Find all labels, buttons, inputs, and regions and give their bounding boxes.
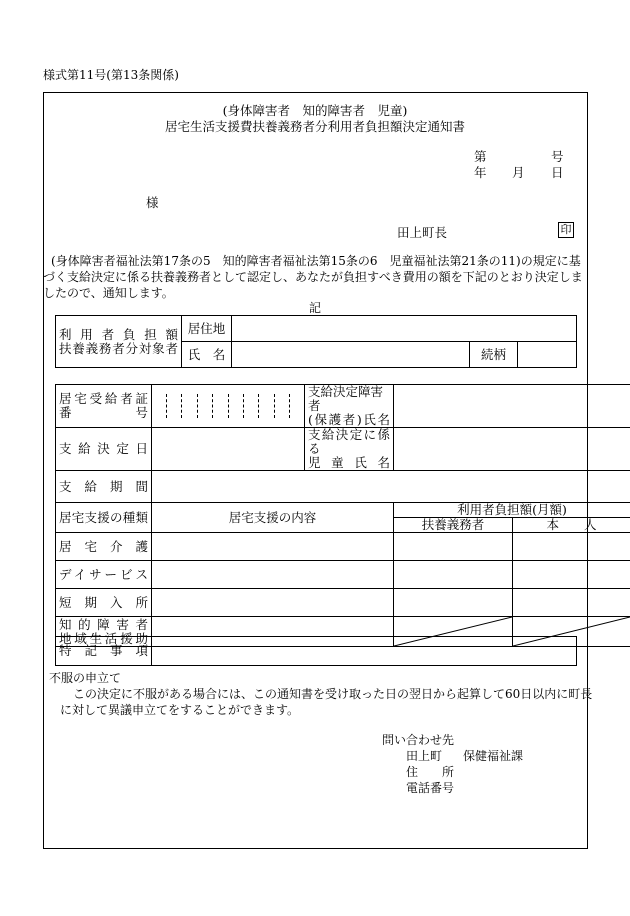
body-text-line2: づく支給決定に係る扶養義務者として認定し、あなたが負担すべき費用の額を下記のとおり決定しま <box>43 270 583 284</box>
target-label-cell <box>56 316 182 368</box>
recipient-label-line2: (保護者)氏名 <box>308 412 390 427</box>
notes-field[interactable] <box>152 637 577 666</box>
form-number: 様式第11号(第13条関係) <box>43 68 179 82</box>
notes-label: 特記事項 <box>56 637 152 666</box>
inquiry-department: 保健福祉課 <box>463 749 524 763</box>
target-label-line1: 利用者負担額 <box>59 326 178 342</box>
title-line1: (身体障害者 知的障害者 児童) <box>222 103 408 118</box>
name-field[interactable] <box>232 342 470 368</box>
type-header: 居宅支援の種類 <box>56 503 152 533</box>
child-label-line1: 支給決定に係る <box>308 427 390 456</box>
row-label-short-stay: 短期入所 <box>56 589 152 617</box>
day-service-guardian-field[interactable] <box>394 561 513 589</box>
cert-label-line1: 居宅受給者証 <box>59 391 148 406</box>
row-label-home-care: 居宅介護 <box>56 533 152 561</box>
inquiry-address: 住 所 <box>406 765 455 779</box>
day-service-self-field[interactable] <box>513 561 630 589</box>
inquiry-town: 田上町 <box>406 749 443 763</box>
group-home-label-line1: 知的障害者 <box>59 616 148 632</box>
recipient-name-field[interactable] <box>394 385 630 428</box>
support-table <box>55 384 630 647</box>
address-field[interactable] <box>232 316 577 342</box>
decision-date-field[interactable] <box>152 428 305 471</box>
appeal-text-line1: この決定に不服がある場合には、この通知書を受け取った日の翌日から起算して60日以内に町長 <box>73 687 593 701</box>
guardian-column-header: 扶養義務者 <box>394 518 513 533</box>
relation-label: 続柄 <box>470 342 518 368</box>
content-header: 居宅支援の内容 <box>152 503 394 533</box>
burden-header: 利用者負担額(月額) <box>394 503 630 518</box>
cert-number-field[interactable] <box>152 385 305 428</box>
body-text-line3: したので、通知します。 <box>43 286 174 300</box>
cert-label-line2: 番 号 <box>59 405 148 420</box>
short-stay-content-field[interactable] <box>152 589 394 617</box>
child-label-line2: 児童氏名 <box>308 455 390 470</box>
issuer: 田上町長 <box>397 225 448 240</box>
period-label: 支給期間 <box>56 471 152 503</box>
home-care-content-field[interactable] <box>152 533 394 561</box>
self-column-header: 本 人 <box>513 518 630 533</box>
date-day: 日 <box>551 165 564 180</box>
relation-field[interactable] <box>518 342 577 368</box>
appeal-title: 不服の申立て <box>49 671 122 685</box>
target-label-line2: 扶養義務者分対象者 <box>59 340 178 356</box>
decision-date-label: 支給決定日 <box>56 428 152 471</box>
doc-number-dai: 第 <box>474 149 487 164</box>
recipient-label-line1: 支給決定障害者 <box>308 384 384 413</box>
period-field[interactable] <box>152 471 630 503</box>
home-care-self-field[interactable] <box>513 533 630 561</box>
date-year: 年 <box>474 165 487 180</box>
child-label-cell <box>305 428 394 471</box>
short-stay-self-field[interactable] <box>513 589 630 617</box>
child-name-field[interactable] <box>394 428 630 471</box>
name-label: 氏 名 <box>182 342 232 368</box>
group-home-label-line2: 地域生活援助 <box>59 630 148 646</box>
address-label: 居住地 <box>182 316 232 342</box>
notes-table <box>55 636 577 666</box>
doc-number-go: 号 <box>551 149 564 164</box>
home-care-guardian-field[interactable] <box>394 533 513 561</box>
body-text-line1: (身体障害者福祉法第17条の5 知的障害者福祉法第15条の6 児童福祉法第21条の11)の規定に基 <box>51 254 581 268</box>
page-title: 居宅生活支援費扶養義務者分利用者負担額決定通知書 <box>164 119 465 134</box>
recipient-label-cell <box>305 385 394 428</box>
ki-heading: 記 <box>309 301 322 315</box>
seal-stamp: 印 <box>558 222 574 238</box>
addressee-suffix: 様 <box>146 195 159 210</box>
cert-label-cell <box>56 385 152 428</box>
date-month: 月 <box>512 165 525 180</box>
appeal-text-line2: に対して異議申立てをすることができます。 <box>60 703 300 717</box>
row-label-day-service: デイサービス <box>56 561 152 589</box>
short-stay-guardian-field[interactable] <box>394 589 513 617</box>
day-service-content-field[interactable] <box>152 561 394 589</box>
inquiry-phone: 電話番号 <box>406 781 455 795</box>
inquiry-title: 問い合わせ先 <box>382 733 455 747</box>
target-person-table <box>55 315 577 368</box>
